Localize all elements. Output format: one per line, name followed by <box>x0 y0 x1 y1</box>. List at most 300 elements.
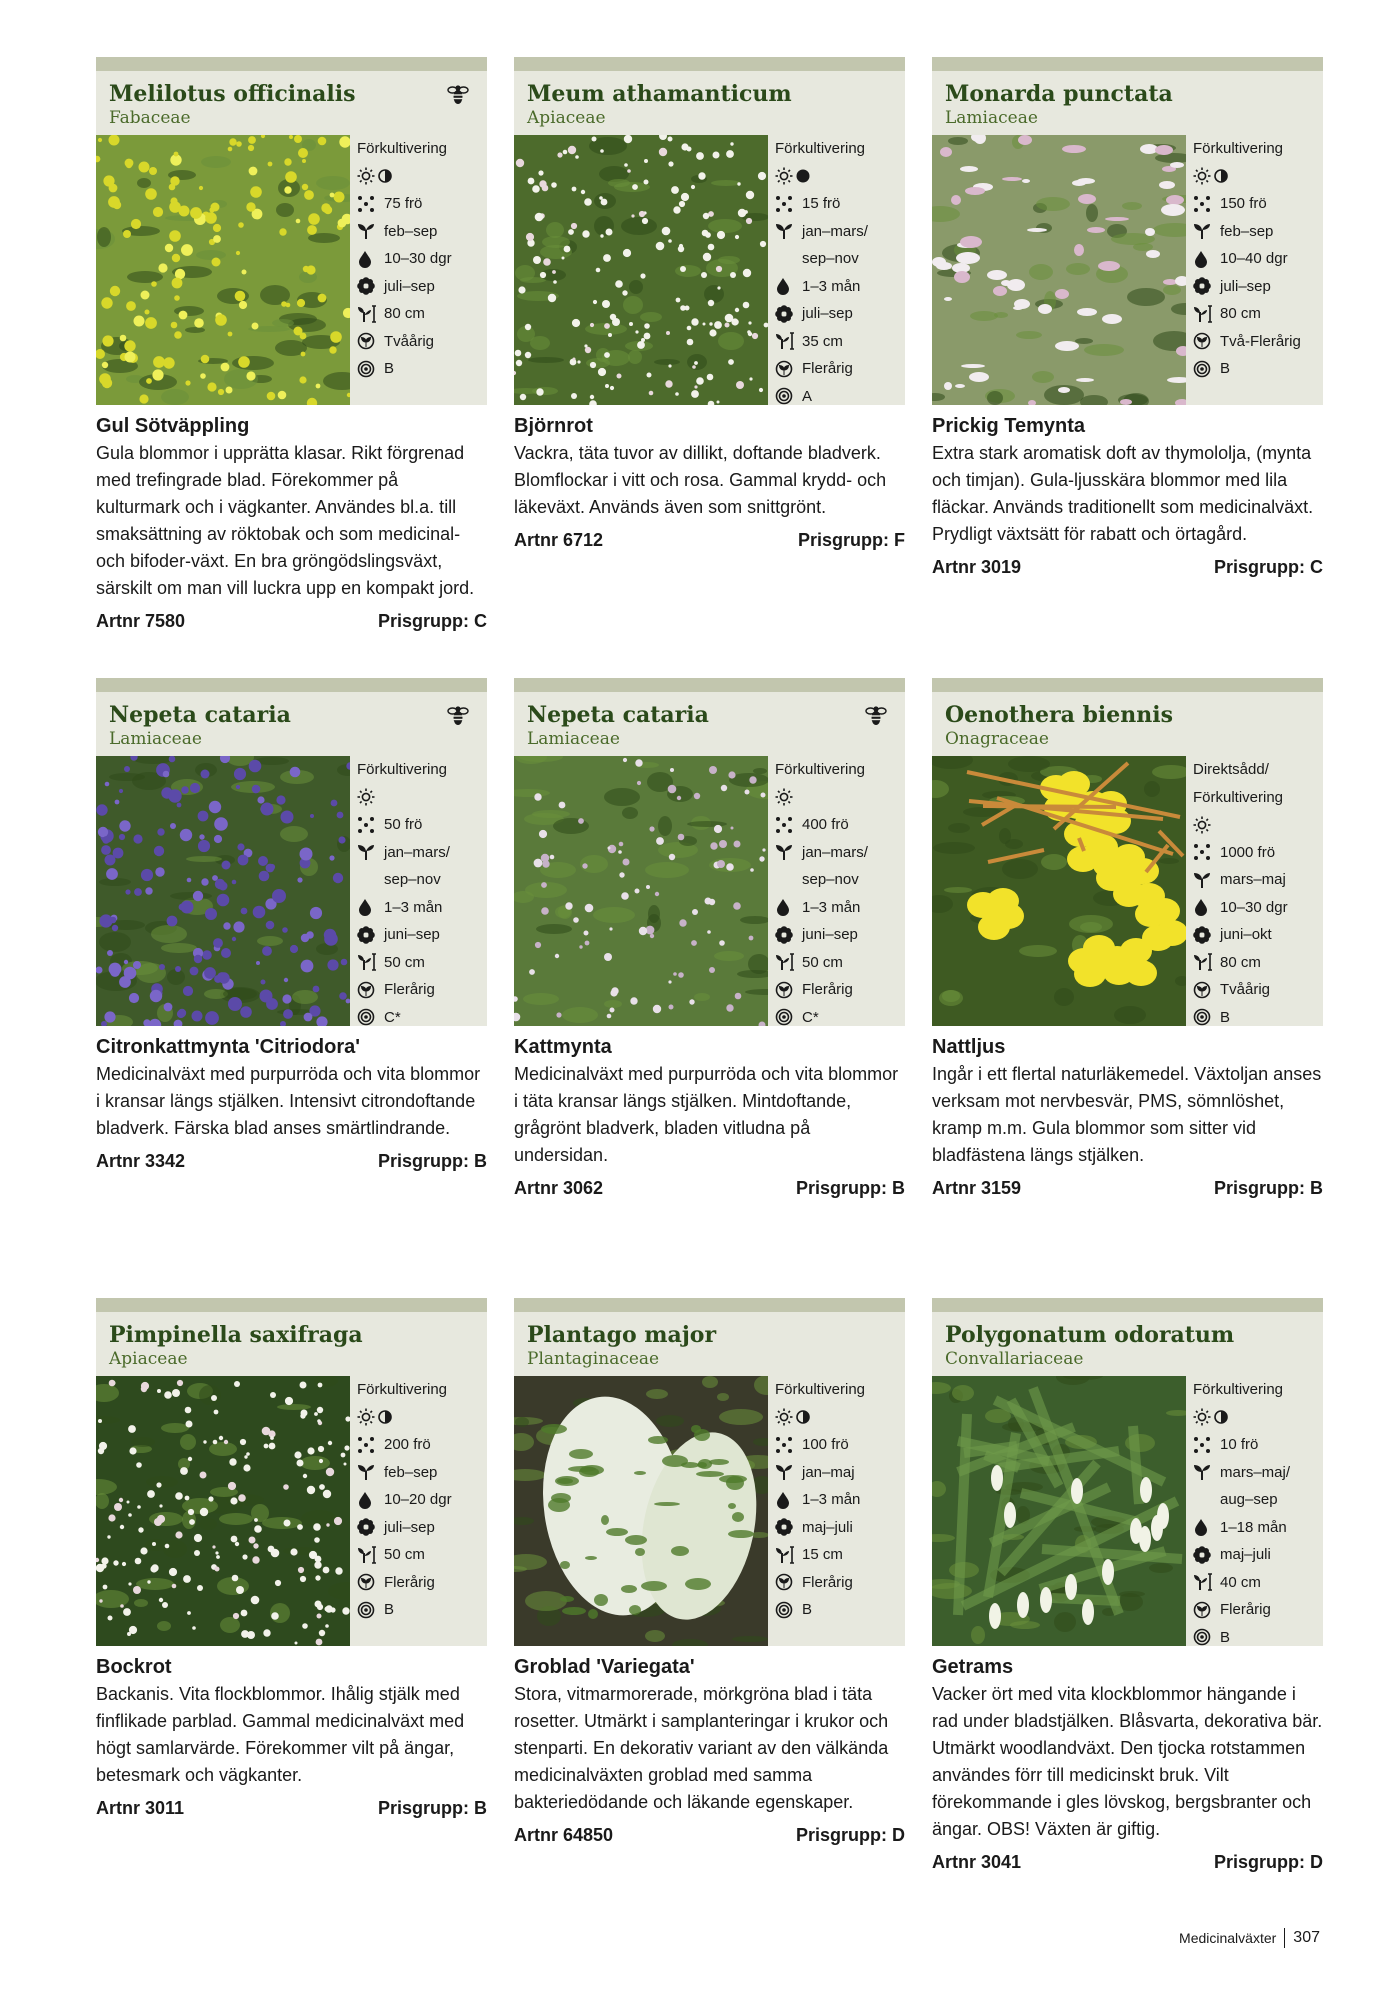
card-body <box>514 1376 905 1646</box>
page-footer <box>1179 1928 1320 1948</box>
hardiness-zone-icon <box>357 1596 384 1624</box>
card-body <box>96 1376 487 1646</box>
fact-zone <box>1193 1004 1323 1032</box>
fact-value: jan–maj <box>802 1463 855 1481</box>
fact-value: sep–nov <box>802 250 859 267</box>
fact-value: B <box>384 1601 395 1618</box>
fact-seeds <box>1193 839 1323 867</box>
lifecycle-icon <box>357 1569 384 1597</box>
cultivation-method <box>357 756 487 784</box>
fact-sow <box>357 1459 487 1487</box>
growing-facts <box>357 756 487 1031</box>
fact-germ <box>357 894 487 922</box>
fact-value: jan–mars/ <box>802 222 868 240</box>
plant-photo <box>932 135 1186 405</box>
light-requirement <box>357 1404 487 1432</box>
latin-name: Melilotus officinalis <box>109 81 356 107</box>
article-number: Artnr 3342 <box>96 1151 186 1171</box>
cultivation-method-line: Förkultivering <box>357 140 448 157</box>
fact-value: jan–mars/ <box>384 843 450 861</box>
cultivation-method-line: Förkultivering <box>357 761 448 778</box>
fact-height <box>357 1541 487 1569</box>
fact-sow <box>775 1459 905 1487</box>
fact-sow <box>1193 866 1323 894</box>
hardiness-zone-icon <box>357 355 384 383</box>
card-top-bar <box>932 1298 1323 1312</box>
fact-value: 200 frö <box>384 1436 431 1453</box>
card-top-bar <box>514 1298 905 1312</box>
flowering-icon <box>1193 273 1220 301</box>
light-requirement <box>1193 163 1323 191</box>
sun-icon <box>775 1408 793 1426</box>
fact-value: feb–sep <box>384 1463 438 1481</box>
cultivation-method-line: Förkultivering <box>775 1381 866 1398</box>
growing-facts <box>357 135 487 383</box>
latin-name: Monarda punctata <box>945 81 1173 107</box>
price-group: Prisgrupp: F <box>798 530 905 550</box>
fact-life <box>1193 976 1323 1004</box>
fact-life <box>775 976 905 1004</box>
common-name: Kattmynta <box>514 1036 612 1058</box>
card-header <box>96 1312 487 1376</box>
fact-value: 35 cm <box>802 332 843 350</box>
common-name: Groblad 'Variegata' <box>514 1656 695 1678</box>
flowering-icon <box>357 921 384 949</box>
card-footer <box>932 1849 1323 1876</box>
fact-germ <box>357 1486 487 1514</box>
fact-germ <box>775 894 905 922</box>
fact-value: 50 cm <box>384 953 425 971</box>
common-name: Citronkattmynta 'Citriodora' <box>96 1036 360 1058</box>
cultivation-method-line: Direktsådd/ <box>1193 761 1269 778</box>
half-shade-icon <box>795 1409 811 1425</box>
common-name: Prickig Temynta <box>932 415 1086 437</box>
plant-photo <box>514 135 768 405</box>
fact-sow <box>775 839 905 894</box>
fact-height <box>357 300 487 328</box>
plant-card <box>932 1298 1323 1876</box>
fact-value: 50 frö <box>384 816 423 833</box>
height-icon <box>775 328 802 356</box>
fact-value: sep–nov <box>802 871 859 888</box>
sun-icon <box>1193 167 1211 185</box>
plant-description: Vackra, täta tuvor av dillikt, doftande bladverk. Blomflockar i vitt och rosa. Gammal krydd- och läkeväxt. Används även som snittgrönt. <box>514 443 887 517</box>
fact-sow <box>357 218 487 246</box>
fact-height <box>1193 300 1323 328</box>
plant-family: Apiaceae <box>527 108 606 128</box>
card-body <box>96 135 487 405</box>
article-number: Artnr 3041 <box>932 1852 1022 1872</box>
card-top-bar <box>932 678 1323 692</box>
fact-germ <box>775 1486 905 1514</box>
fact-seeds <box>357 190 487 218</box>
fact-value: C* <box>802 1008 819 1026</box>
bee-icon <box>447 704 469 733</box>
cultivation-method-line: Förkultivering <box>775 140 866 157</box>
half-shade-icon <box>377 1409 393 1425</box>
page-number: 307 <box>1293 1929 1320 1946</box>
flowering-icon <box>357 1514 384 1542</box>
fact-zone <box>357 1004 487 1032</box>
fact-flower <box>1193 273 1323 301</box>
fact-value: Flerårig <box>384 1573 435 1591</box>
plant-family: Apiaceae <box>109 1349 188 1369</box>
plant-family: Lamiaceae <box>109 729 202 749</box>
fact-flower <box>1193 1541 1323 1569</box>
plant-family: Lamiaceae <box>945 108 1038 128</box>
fact-value: juli–sep <box>802 305 853 322</box>
lifecycle-icon <box>357 976 384 1004</box>
fact-germ <box>775 273 905 301</box>
cultivation-method <box>775 135 905 163</box>
fact-height <box>775 949 905 977</box>
sun-icon <box>775 167 793 185</box>
card-header <box>514 1312 905 1376</box>
article-number: Artnr 6712 <box>514 530 604 550</box>
fact-life <box>357 1569 487 1597</box>
card-footer <box>514 527 905 554</box>
card-footer <box>96 1148 487 1175</box>
fact-seeds <box>1193 1431 1323 1459</box>
fact-value: Tvåårig <box>384 332 435 350</box>
card-body <box>514 756 905 1026</box>
lifecycle-icon <box>357 328 384 356</box>
card-top-bar <box>96 57 487 71</box>
fact-value: mars–maj/ <box>1220 1463 1291 1481</box>
fact-value: mars–maj <box>1220 871 1286 888</box>
plant-description: Vacker ört med vita klockblommor hängande i rad under bladstjälken. Blåsvarta, dekorativa bär. Utmärkt woodlandväxt. Den tjocka rotstammen användes förr till medicinskt bruk. Vilt förekommande i gles lövskog, bergsbranter och ängar. OBS! Växten är giftig. <box>932 1684 1323 1839</box>
sowing-icon <box>775 218 802 246</box>
card-header <box>96 71 487 135</box>
fact-value: jan–mars/ <box>802 843 868 861</box>
fact-sow <box>775 218 905 273</box>
fact-value: 15 cm <box>802 1546 843 1563</box>
price-group: Prisgrupp: B <box>1213 1178 1323 1198</box>
sun-icon <box>1193 816 1211 834</box>
height-icon <box>1193 1569 1220 1597</box>
fact-sow <box>357 839 487 894</box>
fact-seeds <box>1193 190 1323 218</box>
card-body <box>514 135 905 405</box>
plant-family: Convallariaceae <box>945 1349 1084 1369</box>
plant-description: Medicinalväxt med purpurröda och vita blommor i täta kransar längs stjälken. Mintdoftande, grågrönt bladverk, bladen vitludna på undersidan. <box>514 1064 899 1165</box>
plant-photo <box>96 135 350 405</box>
article-number: Artnr 3011 <box>96 1798 185 1818</box>
plant-description: Ingår i ett flertal naturläkemedel. Växtoljan anses verksam mot nervbesvär, PMS, sömnlöshet, kramp m.m. Gula blommor som sitter vid bladfästena längs stjälken. <box>932 1064 1322 1165</box>
fact-value: feb–sep <box>384 222 438 240</box>
sowing-icon <box>775 839 802 867</box>
height-icon <box>1193 949 1220 977</box>
price-group: Prisgrupp: B <box>377 1798 487 1818</box>
hardiness-zone-icon <box>775 1004 802 1032</box>
flowering-icon <box>357 273 384 301</box>
fact-life <box>775 355 905 383</box>
fact-zone <box>1193 1624 1323 1652</box>
fact-value: 1–3 mån <box>802 1491 861 1508</box>
latin-name: Plantago major <box>527 1322 717 1348</box>
germination-icon <box>775 894 802 922</box>
fact-height <box>357 949 487 977</box>
common-name: Getrams <box>932 1656 1014 1678</box>
germination-icon <box>1193 245 1220 273</box>
plant-card <box>932 678 1323 1202</box>
bee-icon <box>447 83 469 112</box>
fact-zone <box>775 1004 905 1032</box>
cultivation-method <box>1193 135 1323 163</box>
hardiness-zone-icon <box>1193 355 1220 383</box>
cultivation-method <box>357 1376 487 1404</box>
fact-value: B <box>802 1601 813 1618</box>
fact-value: 1000 frö <box>1220 843 1276 861</box>
flowering-icon <box>1193 1541 1220 1569</box>
fact-zone <box>1193 355 1323 383</box>
hardiness-zone-icon <box>1193 1624 1220 1652</box>
plant-description: Backanis. Vita flockblommor. Ihålig stjälk med finflikade parblad. Gammal medicinalväxt med högt samlarvärde. Förekommer vilt på ängar, betesmark och vägkanter. <box>96 1684 465 1785</box>
seed-count-icon <box>775 1431 802 1459</box>
card-header <box>932 692 1323 756</box>
latin-name: Oenothera biennis <box>945 702 1173 728</box>
fact-value: Flerårig <box>384 981 435 998</box>
light-requirement <box>1193 1404 1323 1432</box>
card-header <box>932 1312 1323 1376</box>
card-footer <box>514 1175 905 1202</box>
fact-value: juni–sep <box>384 926 440 943</box>
plant-card <box>96 1298 487 1822</box>
sowing-icon <box>1193 1459 1220 1487</box>
height-icon <box>1193 300 1220 328</box>
fact-value: 10–30 dgr <box>1220 898 1288 916</box>
sun-icon <box>357 788 375 806</box>
cultivation-method-line: Förkultivering <box>775 761 866 778</box>
plant-family: Plantaginaceae <box>527 1349 660 1369</box>
latin-name: Pimpinella saxifraga <box>109 1322 363 1348</box>
latin-name: Nepeta cataria <box>109 702 291 728</box>
sowing-icon <box>775 1459 802 1487</box>
plant-photo <box>514 756 768 1026</box>
seed-count-icon <box>357 1431 384 1459</box>
cultivation-method <box>775 756 905 784</box>
fact-germ <box>1193 1514 1323 1542</box>
plant-photo <box>96 1376 350 1646</box>
lifecycle-icon <box>775 976 802 1004</box>
fact-zone <box>357 355 487 383</box>
germination-icon <box>1193 1514 1220 1542</box>
sun-icon <box>357 167 375 185</box>
fact-germ <box>1193 245 1323 273</box>
fact-value: juni–sep <box>802 926 858 943</box>
plant-card <box>96 57 487 635</box>
fact-value: 1–3 mån <box>802 277 861 295</box>
cultivation-method <box>775 1376 905 1404</box>
cultivation-method-line: Förkultivering <box>1193 1381 1284 1398</box>
germination-icon <box>775 1486 802 1514</box>
fact-zone <box>775 383 905 411</box>
plant-description: Stora, vitmarmorerade, mörkgröna blad i täta rosetter. Utmärkt i samplanteringar i krukor och stenparti. En dekorativ variant av den välkända medicinalväxten groblad med samma bakteriedödande och läkande egenskaper. <box>514 1684 889 1812</box>
footer-divider <box>1284 1928 1285 1948</box>
fact-value: Flerårig <box>802 981 853 998</box>
fact-germ <box>357 245 487 273</box>
fact-height <box>1193 949 1323 977</box>
price-group: Prisgrupp: C <box>377 611 487 631</box>
fact-flower <box>357 273 487 301</box>
fact-value: juni–okt <box>1220 926 1272 943</box>
card-body <box>932 1376 1323 1646</box>
fact-value: 10–20 dgr <box>384 1491 452 1508</box>
light-requirement <box>357 784 487 812</box>
plant-photo <box>514 1376 768 1646</box>
plant-photo <box>96 756 350 1026</box>
plant-card <box>932 57 1323 581</box>
fact-value: 15 frö <box>802 195 841 212</box>
card-footer <box>514 1822 905 1849</box>
growing-facts <box>775 135 905 410</box>
common-name: Bockrot <box>96 1656 172 1678</box>
fact-seeds <box>775 1431 905 1459</box>
fact-seeds <box>357 1431 487 1459</box>
fact-value: 10–40 dgr <box>1220 250 1288 267</box>
cultivation-method-line: Förkultivering <box>1193 788 1284 806</box>
section-name: Medicinalväxter <box>1179 1930 1277 1946</box>
fact-value: B <box>1220 360 1231 377</box>
card-body <box>932 756 1323 1026</box>
fact-sow <box>1193 218 1323 246</box>
plant-card <box>96 678 487 1175</box>
fact-value: 10–30 dgr <box>384 250 452 267</box>
fact-value: juli–sep <box>1220 277 1271 295</box>
price-group: Prisgrupp: D <box>1213 1852 1323 1872</box>
fact-value: juli–sep <box>384 1518 435 1536</box>
fact-value: Flerårig <box>802 1573 853 1591</box>
lifecycle-icon <box>1193 328 1220 356</box>
fact-value: maj–juli <box>1220 1546 1271 1563</box>
article-number: Artnr 3159 <box>932 1178 1022 1198</box>
fact-zone <box>357 1596 487 1624</box>
plant-description: Extra stark aromatisk doft av thymololja, (mynta och timjan). Gula-ljusskära blommor med lila fläckar. Används traditionellt som medicinalväxt. Prydligt växtsätt för rabatt och örtagård. <box>932 443 1314 544</box>
flowering-icon <box>775 1514 802 1542</box>
seed-count-icon <box>775 811 802 839</box>
germination-icon <box>357 245 384 273</box>
plant-photo <box>932 1376 1186 1646</box>
fact-value: 80 cm <box>384 305 425 322</box>
latin-name: Polygonatum odoratum <box>945 1322 1235 1348</box>
fact-height <box>775 328 905 356</box>
plant-card <box>514 1298 905 1849</box>
fact-value: 80 cm <box>1220 305 1261 322</box>
sowing-icon <box>357 839 384 867</box>
sun-icon <box>1193 1408 1211 1426</box>
fact-flower <box>357 1514 487 1542</box>
fact-life <box>357 976 487 1004</box>
half-shade-icon <box>377 168 393 184</box>
card-body <box>96 756 487 1026</box>
bee-icon <box>865 704 887 733</box>
height-icon <box>357 949 384 977</box>
fact-value: Flerårig <box>1220 1601 1271 1618</box>
light-requirement <box>775 1404 905 1432</box>
common-name: Gul Sötväppling <box>96 415 250 437</box>
card-footer <box>932 554 1323 581</box>
card-top-bar <box>932 57 1323 71</box>
price-group: Prisgrupp: C <box>1213 557 1323 577</box>
card-header <box>514 71 905 135</box>
plant-description: Gula blommor i upprätta klasar. Rikt förgrenad med trefingrade blad. Förekommer på kulturmark och i vägkanter. Användes bl.a. till smaksättning av röktobak och som medicinal- och bifoder-växt. En bra gröngödslingsväxt, särskilt om man vill luckra upp en kompakt jord. <box>96 443 475 598</box>
seed-count-icon <box>775 190 802 218</box>
sun-icon <box>775 788 793 806</box>
cultivation-method <box>1193 756 1323 811</box>
fact-value: 80 cm <box>1220 953 1261 971</box>
card-header <box>932 71 1323 135</box>
flowering-icon <box>775 300 802 328</box>
card-body <box>932 135 1323 405</box>
hardiness-zone-icon <box>1193 1004 1220 1032</box>
price-group: Prisgrupp: B <box>377 1151 487 1171</box>
fact-value: 150 frö <box>1220 195 1267 212</box>
fact-value: B <box>1220 1008 1231 1026</box>
fact-value: 10 frö <box>1220 1436 1259 1453</box>
card-header <box>96 692 487 756</box>
germination-icon <box>357 894 384 922</box>
article-number: Artnr 64850 <box>514 1825 614 1845</box>
card-footer <box>96 608 487 635</box>
cultivation-method <box>357 135 487 163</box>
fact-value: Tvåårig <box>1220 981 1271 998</box>
fact-flower <box>775 921 905 949</box>
fact-value: juli–sep <box>384 277 435 295</box>
seed-count-icon <box>1193 190 1220 218</box>
card-top-bar <box>96 678 487 692</box>
fact-height <box>1193 1569 1323 1597</box>
seed-count-icon <box>357 190 384 218</box>
lifecycle-icon <box>775 355 802 383</box>
fact-sow <box>1193 1459 1323 1514</box>
fact-seeds <box>357 811 487 839</box>
card-header <box>514 692 905 756</box>
sowing-icon <box>1193 218 1220 246</box>
card-top-bar <box>514 678 905 692</box>
fact-value: aug–sep <box>1220 1491 1278 1508</box>
fact-value: Två-Flerårig <box>1220 332 1301 350</box>
light-requirement <box>775 163 905 191</box>
height-icon <box>775 949 802 977</box>
height-icon <box>357 300 384 328</box>
fact-germ <box>1193 894 1323 922</box>
sun-icon <box>357 1408 375 1426</box>
fact-flower <box>775 300 905 328</box>
fact-value: B <box>384 360 395 377</box>
germination-icon <box>357 1486 384 1514</box>
common-name: Nattljus <box>932 1036 1006 1058</box>
sowing-icon <box>1193 866 1220 894</box>
fact-seeds <box>775 190 905 218</box>
growing-facts <box>775 1376 905 1624</box>
fact-value: 50 cm <box>384 1546 425 1563</box>
fact-value: 75 frö <box>384 195 423 212</box>
hardiness-zone-icon <box>775 383 802 411</box>
cultivation-method-line: Förkultivering <box>1193 140 1284 157</box>
fact-life <box>357 328 487 356</box>
fact-value: 1–3 mån <box>384 898 443 916</box>
fact-flower <box>1193 921 1323 949</box>
hardiness-zone-icon <box>357 1004 384 1032</box>
fact-zone <box>775 1596 905 1624</box>
lifecycle-icon <box>1193 1596 1220 1624</box>
plant-family: Lamiaceae <box>527 729 620 749</box>
fact-value: 40 cm <box>1220 1573 1261 1591</box>
plant-description: Medicinalväxt med purpurröda och vita blommor i kransar längs stjälken. Intensivt citrondoftande bladverk. Färska blad anses smärtlindrande. <box>96 1064 481 1138</box>
flowering-icon <box>1193 921 1220 949</box>
hardiness-zone-icon <box>775 1596 802 1624</box>
plant-family: Onagraceae <box>945 729 1049 749</box>
